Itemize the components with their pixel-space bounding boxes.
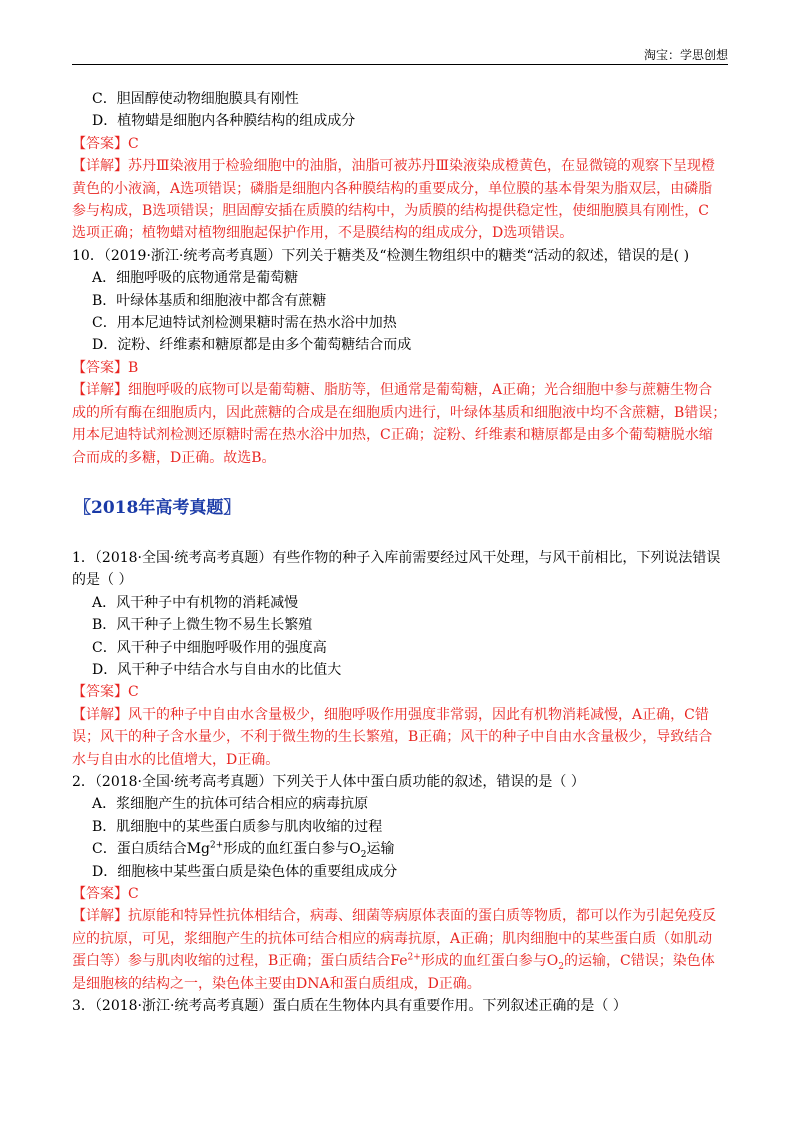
q10-stem: 10．（2019·浙江·统考高考真题）下列关于糖类及“检测生物组织中的糖类“活动的叙述，错误的是( ) (72, 247, 690, 264)
q1-stem-cont: 的是（ ） (72, 572, 133, 589)
q1-detail-line: 误；风干的种子含水量少，不利于微生物的生长繁殖，B正确；风干的种子中自由水含量极少，导致结合 (72, 729, 713, 746)
q9-detail-line: 选项正确；植物蜡对植物细胞起保护作用，不是膜结构的组成成分，D选项错误。 (72, 225, 574, 242)
q2-option-c-text: C．蛋白质结合Mg (92, 841, 211, 858)
q10-answer: 【答案】B (72, 359, 139, 376)
q2-option-b: B．肌细胞中的某些蛋白质参与肌肉收缩的过程 (92, 818, 383, 835)
q10-option-d: D．淀粉、纤维素和糖原都是由多个葡萄糖结合而成 (92, 337, 412, 354)
q9-option-d: D．植物蜡是细胞内各种膜结构的组成成分 (92, 113, 356, 130)
q2-detail-text: 形成的血红蛋白参与O (420, 953, 559, 970)
q1-detail-line: 水与自由水的比值增大，D正确。 (72, 751, 280, 768)
subscript: 2 (360, 849, 367, 860)
q2-option-c-text: 运输 (366, 841, 395, 858)
q10-option-c: C．用本尼迪特试剂检测果糖时需在热水浴中加热 (92, 315, 397, 332)
q2-detail-line: 【详解】抗原能和特异性抗体相结合，病毒、细菌等病原体表面的蛋白质等物质，都可以作为引起免疫反 (72, 908, 716, 925)
q1-option-c: C．风干种子中细胞呼吸作用的强度高 (92, 639, 327, 656)
q1-option-a: A．风干种子中有机物的消耗减慢 (92, 594, 299, 611)
q10-option-a: A．细胞呼吸的底物通常是葡萄糖 (92, 270, 299, 287)
q2-option-a: A．浆细胞产生的抗体可结合相应的病毒抗原 (92, 796, 369, 813)
q3-stem: 3．（2018·浙江·统考高考真题）蛋白质在生物体内具有重要作用。下列叙述正确的是（ ） (72, 998, 627, 1015)
q9-option-c: C．胆固醇使动物细胞膜具有刚性 (92, 91, 299, 107)
q2-stem: 2．（2018·全国·统考高考真题）下列关于人体中蛋白质功能的叙述，错误的是（ ） (72, 773, 585, 790)
q10-detail-line: 合而成的多糖，D正确。故选B。 (72, 449, 276, 466)
document-body (72, 88, 728, 1017)
charge-superscript: 2+ (210, 840, 224, 851)
q2-detail-line (72, 950, 728, 972)
q9-answer: 【答案】C (72, 135, 139, 152)
q9-detail-line: 参与构成，B选项错误；胆固醇安插在质膜的结构中，为质膜的结构提供稳定性，使细胞膜具有刚性，C (72, 203, 709, 220)
q2-detail-line: 应的抗原，可见，浆细胞产生的抗体可结合相应的病毒抗原，A正确；肌肉细胞中的某些蛋白质（如肌动 (72, 930, 713, 947)
q9-detail-line: 【详解】苏丹Ⅲ染液用于检验细胞中的油脂，油脂可被苏丹Ⅲ染液染成橙黄色，在显微镜的观察下呈现橙 (72, 158, 715, 175)
q9-detail-line: 黄色的小液滴，A选项错误；磷脂是细胞内各种膜结构的重要成分，单位膜的基本骨架为脂双层，由磷脂 (72, 180, 713, 197)
section-title: 〖2018年高考真题〗 (74, 497, 241, 518)
q2-answer: 【答案】C (72, 886, 139, 902)
q1-detail-line: 【详解】风干的种子中自由水含量极少，细胞呼吸作用强度非常弱，因此有机物消耗减慢，A正确，C错 (72, 706, 709, 723)
q1-answer: 【答案】C (72, 684, 139, 701)
q1-stem: 1．（2018·全国·统考高考真题）有些作物的种子入库前需要经过风干处理，与风干前相比，下列说法错误 (72, 549, 721, 566)
charge-superscript: 2+ (407, 952, 421, 963)
q1-option-b: B．风干种子上微生物不易生长繁殖 (92, 617, 313, 634)
q10-option-b: B．叶绿体基质和细胞液中都含有蔗糖 (92, 292, 327, 309)
q10-detail-line: 用本尼迪特试剂检测还原糖时需在热水浴中加热，C正确；淀粉、纤维素和糖原都是由多个葡萄糖脱水缩 (72, 427, 713, 444)
q1-option-d: D．风干种子中结合水与自由水的比值大 (92, 661, 342, 678)
page-header (72, 42, 728, 65)
q10-detail-line: 成的所有酶在细胞质内，因此蔗糖的合成是在细胞质内进行，叶绿体基质和细胞液中均不含蔗糖，B错误； (72, 404, 727, 421)
q2-option-d: D．细胞核中某些蛋白质是染色体的重要组成成分 (92, 863, 398, 880)
q2-option-c (72, 838, 728, 860)
q2-detail-text: 的运输，C错误；染色体 (564, 953, 715, 970)
q2-detail-line: 是细胞核的结构之一，染色体主要由DNA和蛋白质组成，D正确。 (72, 975, 481, 992)
q2-detail-text: 蛋白等）参与肌肉收缩的过程，B正确；蛋白质结合Fe (72, 953, 408, 970)
q2-option-c-text: 形成的血红蛋白参与O (223, 841, 361, 858)
header-text: 淘宝：学思创想 (643, 48, 728, 62)
q10-detail-line: 【详解】细胞呼吸的底物可以是葡萄糖、脂肪等，但通常是葡萄糖，A正确；光合细胞中参与蔗糖生物合 (72, 382, 713, 399)
subscript: 2 (558, 962, 565, 973)
